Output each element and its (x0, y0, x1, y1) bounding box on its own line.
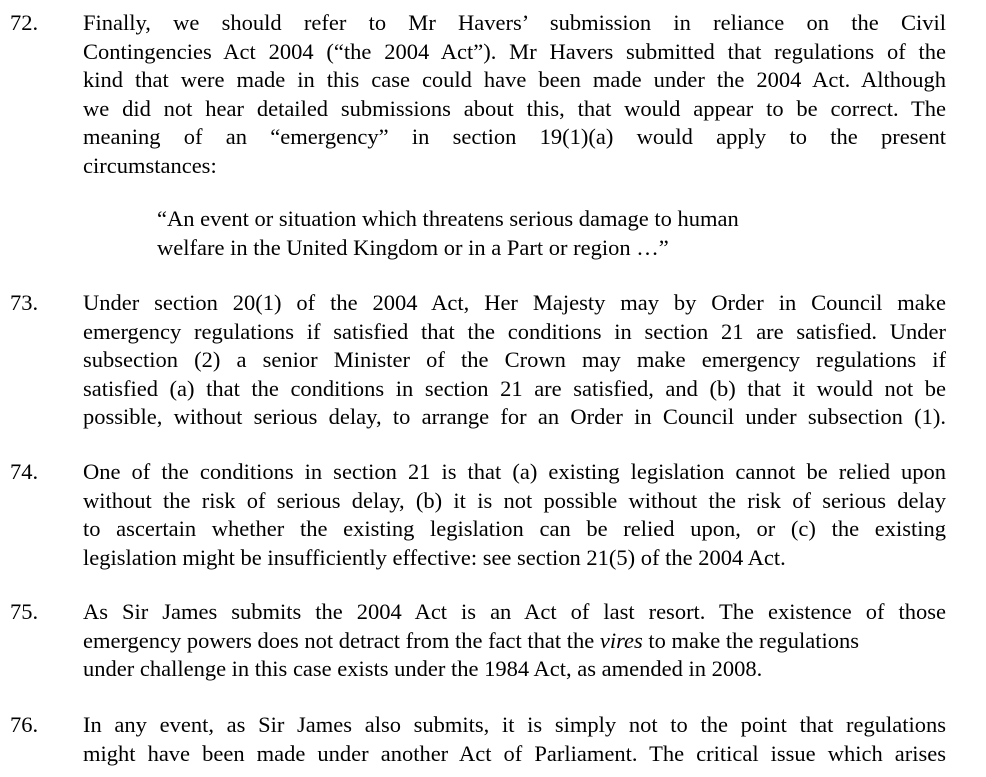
quotation-block (157, 205, 739, 262)
paragraph-line: Contingencies Act 2004 (“the 2004 Act”). Mr Havers submitted that regulations of the (83, 38, 946, 64)
paragraph-body (83, 289, 946, 432)
paragraph-line (83, 627, 946, 656)
quote-line: welfare in the United Kingdom or in a Part or region …” (157, 234, 669, 260)
paragraph-number: 75. (10, 599, 39, 624)
quote-line: “An event or situation which threatens serious damage to human (157, 206, 739, 231)
paragraph-body (83, 598, 946, 684)
paragraph-line: to ascertain whether the existing legislation can be relied upon, or (c) the existing (83, 516, 946, 541)
paragraph-line: As Sir James submits the 2004 Act is an Act of last resort. The existence of those (83, 599, 946, 624)
paragraph-line: might have been made under another Act of Parliament. The critical issue which arises (83, 740, 946, 766)
paragraph-text: emergency powers does not detract from the fact that the (83, 627, 600, 653)
paragraph-line: In any event, as Sir James also submits, it is simply not to the point that regulations (83, 712, 946, 737)
paragraph-number: 72. (10, 10, 39, 35)
paragraph-line: kind that were made in this case could have been made under the 2004 Act. Although (83, 67, 946, 92)
paragraph-line: Under section 20(1) of the 2004 Act, Her Majesty may by Order in Council make (83, 290, 946, 315)
paragraph-line: emergency regulations if satisfied that the conditions in section 21 are satisfied. Under (83, 318, 946, 344)
paragraph-number: 73. (10, 290, 39, 315)
paragraph-line: subsection (2) a senior Minister of the Crown may make emergency regulations if (83, 347, 946, 372)
paragraph-line: legislation might be insufficiently effective: see section 21(5) of the 2004 Act. (83, 544, 786, 570)
paragraph-number: 76. (10, 712, 39, 737)
paragraph-line: One of the conditions in section 21 is that (a) existing legislation cannot be relied upon (83, 459, 946, 484)
paragraph-number: 74. (10, 459, 39, 484)
paragraph-text: to make the regulations (642, 627, 859, 653)
paragraph-line: Finally, we should refer to Mr Havers’ submission in reliance on the Civil (83, 10, 946, 35)
paragraph-line: possible, without serious delay, to arrange for an Order in Council under subsection (1). (83, 404, 946, 429)
paragraph-line: meaning of an “emergency” in section 19(1)(a) would apply to the present (83, 124, 946, 149)
paragraph-line: without the risk of serious delay, (b) it is not possible without the risk of serious delay (83, 487, 946, 513)
paragraph-body (83, 711, 946, 768)
paragraph-line: we did not hear detailed submissions about this, that would appear to be correct. The (83, 95, 946, 121)
vires-term: vires (599, 627, 643, 653)
paragraph-line: under challenge in this case exists under the 1984 Act, as amended in 2008. (83, 656, 763, 681)
paragraph-body (83, 9, 946, 180)
paragraph-body (83, 458, 946, 572)
paragraph-line: satisfied (a) that the conditions in section 21 are satisfied, and (b) that it would not be (83, 375, 946, 401)
paragraph-line: circumstances: (83, 152, 217, 178)
